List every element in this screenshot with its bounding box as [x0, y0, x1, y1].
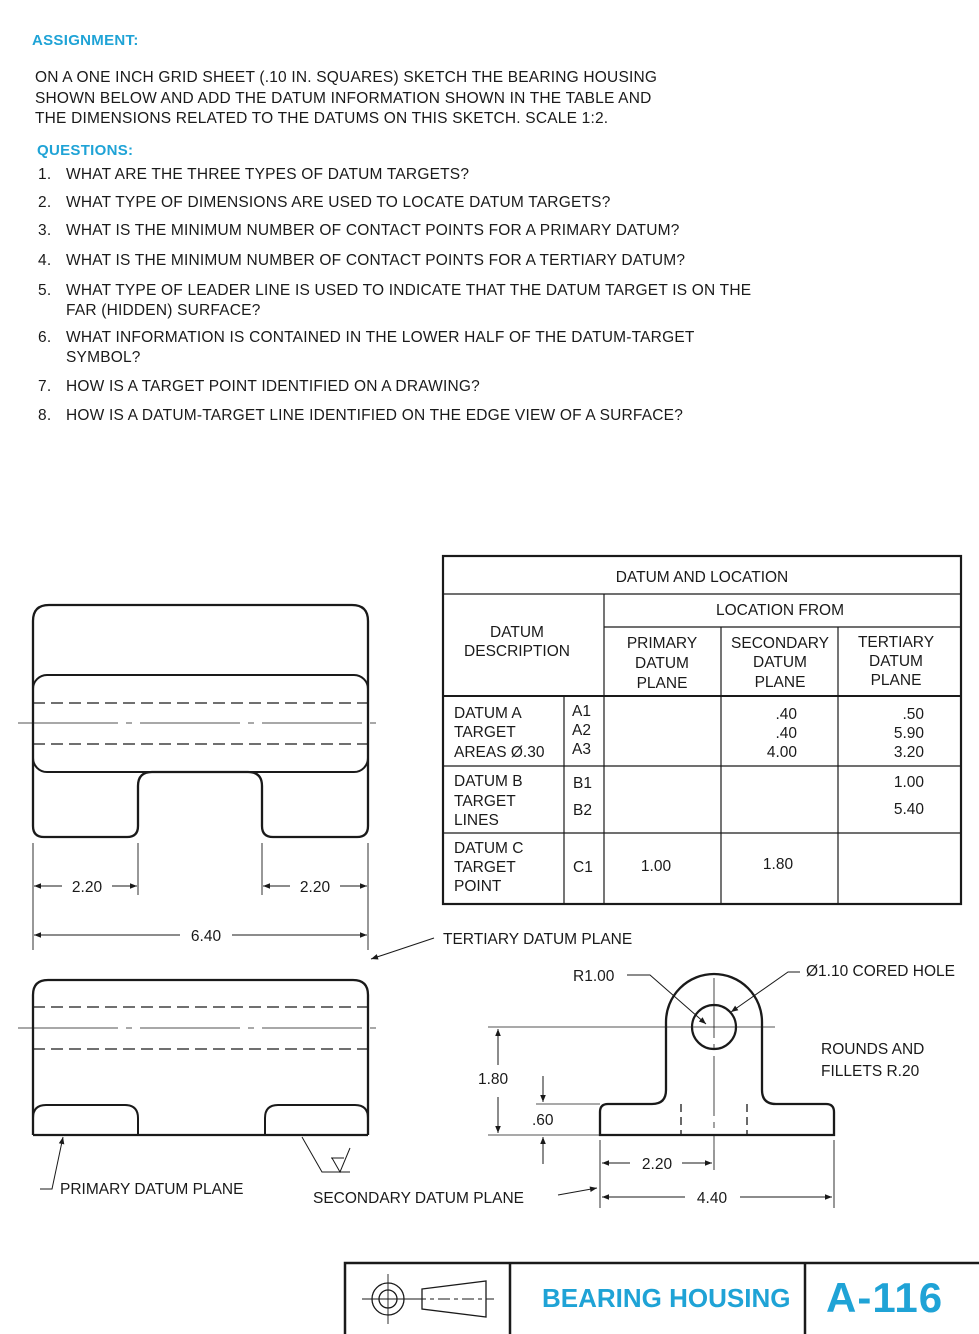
question-text: WHAT ARE THE THREE TYPES OF DATUM TARGETS?: [66, 166, 470, 183]
question-number: 4.: [38, 252, 52, 269]
questions-heading: QUESTIONS:: [37, 142, 134, 159]
question-text: WHAT TYPE OF LEADER LINE IS USED TO INDICATE THAT THE DATUM TARGET IS ON THE FAR (HIDDEN) SURFACE?: [66, 282, 752, 319]
row-b-id: B1: [573, 775, 592, 792]
secondary-header: DATUM: [753, 654, 807, 671]
secondary-datum-label: SECONDARY DATUM PLANE: [313, 1190, 525, 1207]
row-b-desc: TARGET: [454, 793, 516, 810]
dim-label: 2.20: [299, 879, 331, 896]
question-number: 2.: [38, 194, 52, 211]
dim-label: .60: [532, 1112, 554, 1129]
primary-header: PLANE: [636, 675, 688, 692]
row-c-primary: 1.00: [640, 858, 672, 875]
primary-header: PRIMARY: [626, 635, 698, 652]
rounds-label: FILLETS R.20: [821, 1063, 920, 1080]
title-block-number: A-116: [826, 1274, 944, 1321]
tertiary-header: PLANE: [870, 672, 922, 689]
row-c-secondary: 1.80: [762, 856, 794, 873]
question-number: 8.: [38, 407, 52, 424]
row-b-tertiary: 5.40: [893, 801, 924, 818]
primary-datum-label: PRIMARY DATUM PLANE: [60, 1181, 244, 1198]
question-number: 3.: [38, 222, 52, 239]
row-b-desc: DATUM B: [454, 773, 523, 790]
row-a-desc: TARGET: [454, 724, 516, 741]
tertiary-header: DATUM: [869, 653, 923, 670]
front-view: [18, 980, 383, 1189]
row-a-tertiary: 3.20: [893, 744, 924, 761]
question-text: WHAT INFORMATION IS CONTAINED IN THE LOWER HALF OF THE DATUM-TARGET SYMBOL?: [66, 329, 695, 366]
title-block-title: BEARING HOUSING: [542, 1283, 791, 1313]
dim-label: 1.80: [478, 1071, 509, 1088]
assignment-text: ON A ONE INCH GRID SHEET (.10 IN. SQUARES) SKETCH THE BEARING HOUSING SHOWN BELOW AND ADD THE DATUM INFORMATION SHOWN IN THE TABLE AND THE DIMENSIONS RELATED TO THE DATUMS ON THIS SKETCH. SCALE 1:2.: [35, 69, 658, 127]
question-number: 1.: [38, 166, 52, 183]
row-a-desc: AREAS Ø.30: [454, 744, 545, 761]
row-a-secondary: 4.00: [766, 744, 797, 761]
table-text: [454, 569, 934, 895]
row-c-id: C1: [573, 859, 593, 876]
question-number: 6.: [38, 329, 52, 346]
tertiary-datum-label: TERTIARY DATUM PLANE: [443, 931, 633, 948]
projection-symbol-icon: [362, 1274, 494, 1324]
secondary-header: SECONDARY: [731, 635, 829, 652]
question-number: 5.: [38, 282, 52, 299]
tertiary-header: TERTIARY: [857, 634, 935, 651]
primary-header: DATUM: [635, 655, 689, 672]
assignment-heading: ASSIGNMENT:: [32, 32, 139, 49]
row-a-secondary: .40: [775, 725, 797, 742]
question-text: WHAT IS THE MINIMUM NUMBER OF CONTACT POINTS FOR A PRIMARY DATUM?: [66, 222, 680, 239]
top-view: [18, 605, 383, 950]
row-b-tertiary: 1.00: [893, 774, 924, 791]
row-a-id: A2: [572, 722, 591, 739]
location-from-header: LOCATION FROM: [715, 602, 845, 619]
datum-description-header: DATUM: [490, 624, 544, 641]
dim-label: 2.20: [641, 1156, 673, 1173]
table-title: DATUM AND LOCATION: [615, 569, 789, 586]
cored-hole-label: Ø1.10 CORED HOLE: [806, 963, 956, 980]
row-b-desc: LINES: [454, 812, 499, 829]
row-b-id: B2: [573, 802, 592, 819]
row-a-desc: DATUM A: [454, 705, 522, 722]
rounds-label: ROUNDS AND: [821, 1041, 925, 1058]
row-c-desc: TARGET: [454, 859, 516, 876]
dim-label: 6.40: [190, 928, 222, 945]
secondary-header: PLANE: [754, 674, 806, 691]
row-a-id: A3: [572, 741, 591, 758]
question-text: WHAT IS THE MINIMUM NUMBER OF CONTACT POINTS FOR A TERTIARY DATUM?: [66, 252, 686, 269]
dim-label: 2.20: [71, 879, 103, 896]
row-c-desc: POINT: [454, 878, 502, 895]
question-number: 7.: [38, 378, 52, 395]
question-text: WHAT TYPE OF DIMENSIONS ARE USED TO LOCATE DATUM TARGETS?: [66, 194, 611, 211]
row-a-secondary: .40: [775, 706, 797, 723]
dim-label: 4.40: [696, 1190, 728, 1207]
row-a-id: A1: [572, 703, 591, 720]
radius-label: R1.00: [573, 968, 615, 985]
row-a-tertiary: .50: [902, 706, 924, 723]
row-c-desc: DATUM C: [454, 840, 524, 857]
question-text: HOW IS A TARGET POINT IDENTIFIED ON A DRAWING?: [66, 378, 480, 395]
datum-description-header: DESCRIPTION: [464, 643, 570, 660]
row-a-tertiary: 5.90: [893, 725, 924, 742]
question-text: HOW IS A DATUM-TARGET LINE IDENTIFIED ON THE EDGE VIEW OF A SURFACE?: [66, 407, 684, 424]
